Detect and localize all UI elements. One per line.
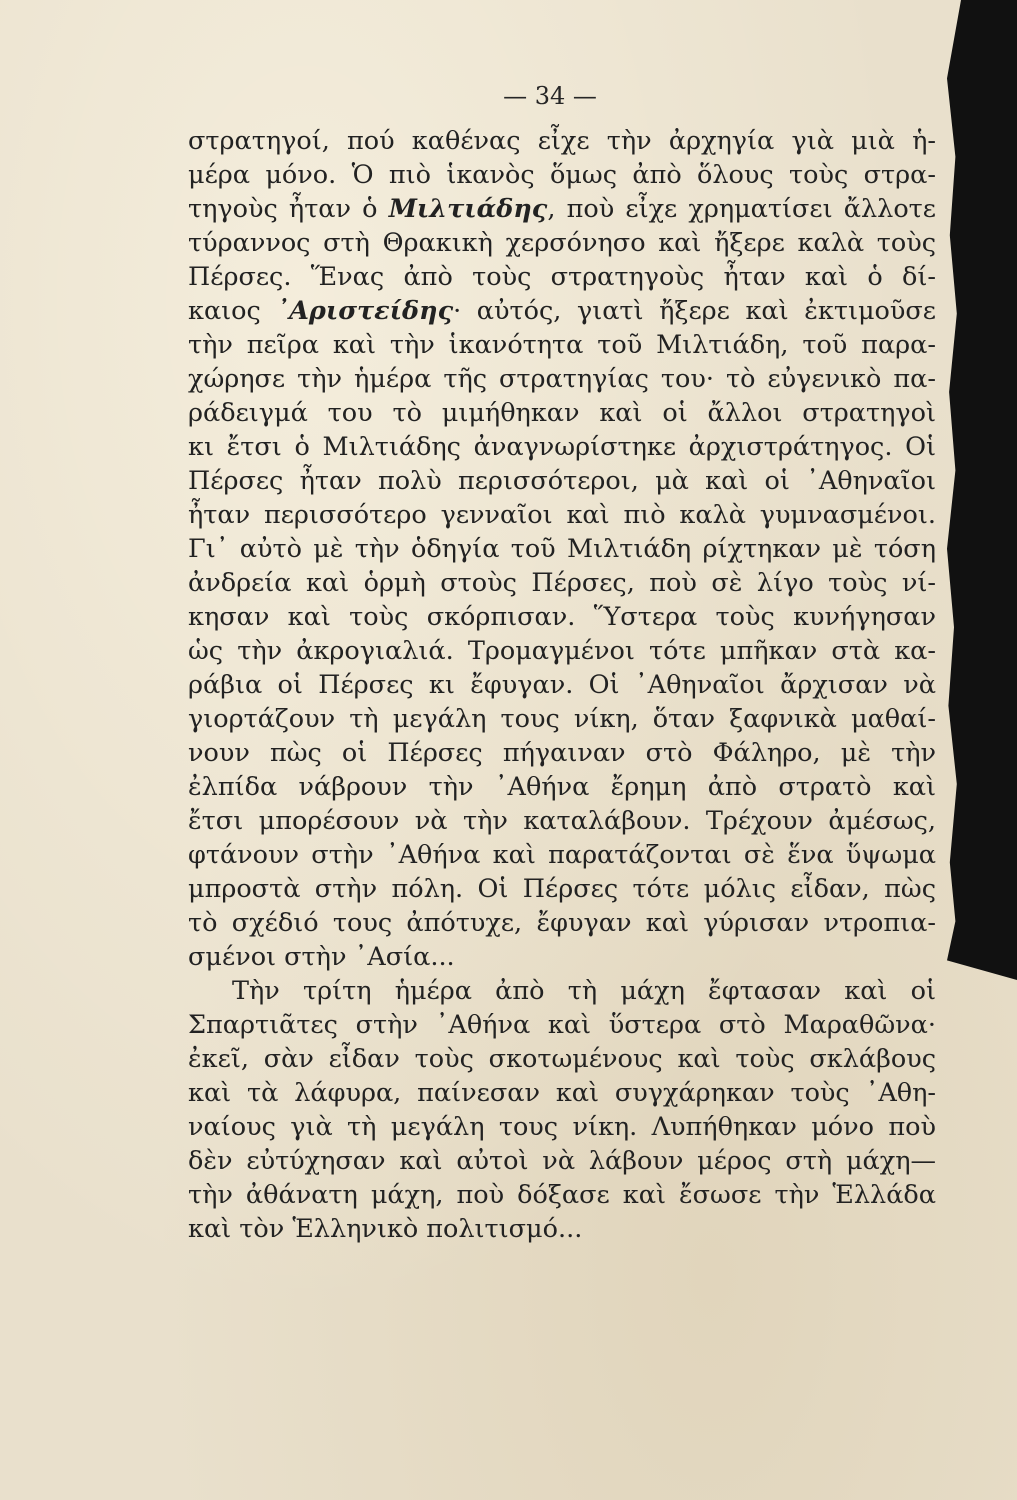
text-line: χώρησε τὴν ἡμέρα τῆς στρατηγίας του· τὸ εὐγενικὸ πα- <box>188 364 936 394</box>
text-line: καιος ᾿Αριστείδης· αὐτός, γιατὶ ἤξερε καὶ ἐκτιμοῦσε <box>188 296 936 326</box>
body-text <box>188 124 936 1246</box>
text-line: κησαν καὶ τοὺς σκόρπισαν. Ὕστερα τοὺς κυνήγησαν <box>188 602 936 632</box>
text-line: τὸ σχέδιό τους ἀπότυχε, ἔφυγαν καὶ γύρισαν ντροπια- <box>188 908 936 938</box>
text-line: ἦταν περισσότερο γενναῖοι καὶ πιὸ καλὰ γυμνασμένοι. <box>188 500 936 530</box>
text-line: δὲν εὐτύχησαν καὶ αὐτοὶ νὰ λάβουν μέρος στὴ μάχη— <box>188 1146 936 1176</box>
text-line: Πέρσες ἦταν πολὺ περισσότεροι, μὰ καὶ οἱ ᾿Αθηναῖοι <box>188 466 936 496</box>
text-line: ὡς τὴν ἀκρογιαλιά. Τρομαγμένοι τότε μπῆκαν στὰ κα- <box>188 636 936 666</box>
name-miltiadis: Μιλτιάδης <box>388 194 548 224</box>
text-line: κι ἔτσι ὁ Μιλτιάδης ἀναγνωρίστηκε ἀρχιστράτηγος. Οἱ <box>188 432 936 462</box>
text-line: Πέρσες. Ἕνας ἀπὸ τοὺς στρατηγοὺς ἦταν καὶ ὁ δί- <box>188 262 936 292</box>
scan-dark-edge <box>947 0 1017 980</box>
text-line: στρατηγοί, πού καθένας εἶχε τὴν ἀρχηγία γιὰ μιὰ ἡ- <box>188 126 936 156</box>
name-aristeidis: ᾿Αριστείδης <box>276 296 454 326</box>
text-line: μπροστὰ στὴν πόλη. Οἱ Πέρσες τότε μόλις εἶδαν, πὼς <box>188 874 936 904</box>
text-line: τύραννος στὴ Θρακικὴ χερσόνησο καὶ ἤξερε καλὰ τοὺς <box>188 228 936 258</box>
text-line: Γι᾿ αὐτὸ μὲ τὴν ὁδηγία τοῦ Μιλτιάδη ρίχτηκαν μὲ τόση <box>188 534 936 564</box>
text-line: Σπαρτιᾶτες στὴν ᾿Αθήνα καὶ ὕστερα στὸ Μαραθῶνα· <box>188 1010 936 1040</box>
text-line: ἐκεῖ, σὰν εἶδαν τοὺς σκοτωμένους καὶ τοὺς σκλάβους <box>188 1044 936 1074</box>
text-line: μέρα μόνο. Ὁ πιὸ ἱκανὸς ὅμως ἀπὸ ὅλους τοὺς στρα- <box>188 160 936 190</box>
text-line: ράδειγμά του τὸ μιμήθηκαν καὶ οἱ ἄλλοι στρατηγοὶ <box>188 398 936 428</box>
text-line: νουν πὼς οἱ Πέρσες πήγαιναν στὸ Φάληρο, μὲ τὴν <box>188 738 936 768</box>
text-line: ἔτσι μπορέσουν νὰ τὴν καταλάβουν. Τρέχουν ἀμέσως, <box>188 806 936 836</box>
text-line: σμένοι στὴν ᾿Ασία... <box>188 942 455 972</box>
text-line: καὶ τὰ λάφυρα, παίνεσαν καὶ συγχάρηκαν τοὺς ᾿Αθη- <box>188 1078 936 1108</box>
text-line: καὶ τὸν Ἑλληνικὸ πολιτισμό... <box>188 1214 583 1244</box>
text-line: ἐλπίδα νάβρουν τὴν ᾿Αθήνα ἔρημη ἀπὸ στρατὸ καὶ <box>188 772 936 802</box>
page-number: — 34 — <box>503 82 597 110</box>
text-line: τὴν ἀθάνατη μάχη, ποὺ δόξασε καὶ ἔσωσε τὴν Ἑλλάδα <box>188 1180 936 1210</box>
text-line: φτάνουν στὴν ᾿Αθήνα καὶ παρατάζονται σὲ ἕνα ὕψωμα <box>188 840 936 870</box>
text-line: τὴν πεῖρα καὶ τὴν ἱκανότητα τοῦ Μιλτιάδη, τοῦ παρα- <box>188 330 936 360</box>
text-line: Τὴν τρίτη ἡμέρα ἀπὸ τὴ μάχη ἔφτασαν καὶ οἱ <box>232 976 936 1006</box>
text-line: τηγοὺς ἦταν ὁ Μιλτιάδης, ποὺ εἶχε χρηματίσει ἄλλοτε <box>188 194 936 224</box>
text-line: γιορτάζουν τὴ μεγάλη τους νίκη, ὅταν ξαφνικὰ μαθαί- <box>188 704 936 734</box>
text-line: ράβια οἱ Πέρσες κι ἔφυγαν. Οἱ ᾿Αθηναῖοι ἄρχισαν νὰ <box>188 670 936 700</box>
text-line: ἀνδρεία καὶ ὁρμὴ στοὺς Πέρσες, ποὺ σὲ λίγο τοὺς νί- <box>188 568 936 598</box>
text-line: ναίους γιὰ τὴ μεγάλη τους νίκη. Λυπήθηκαν μόνο ποὺ <box>188 1112 936 1142</box>
